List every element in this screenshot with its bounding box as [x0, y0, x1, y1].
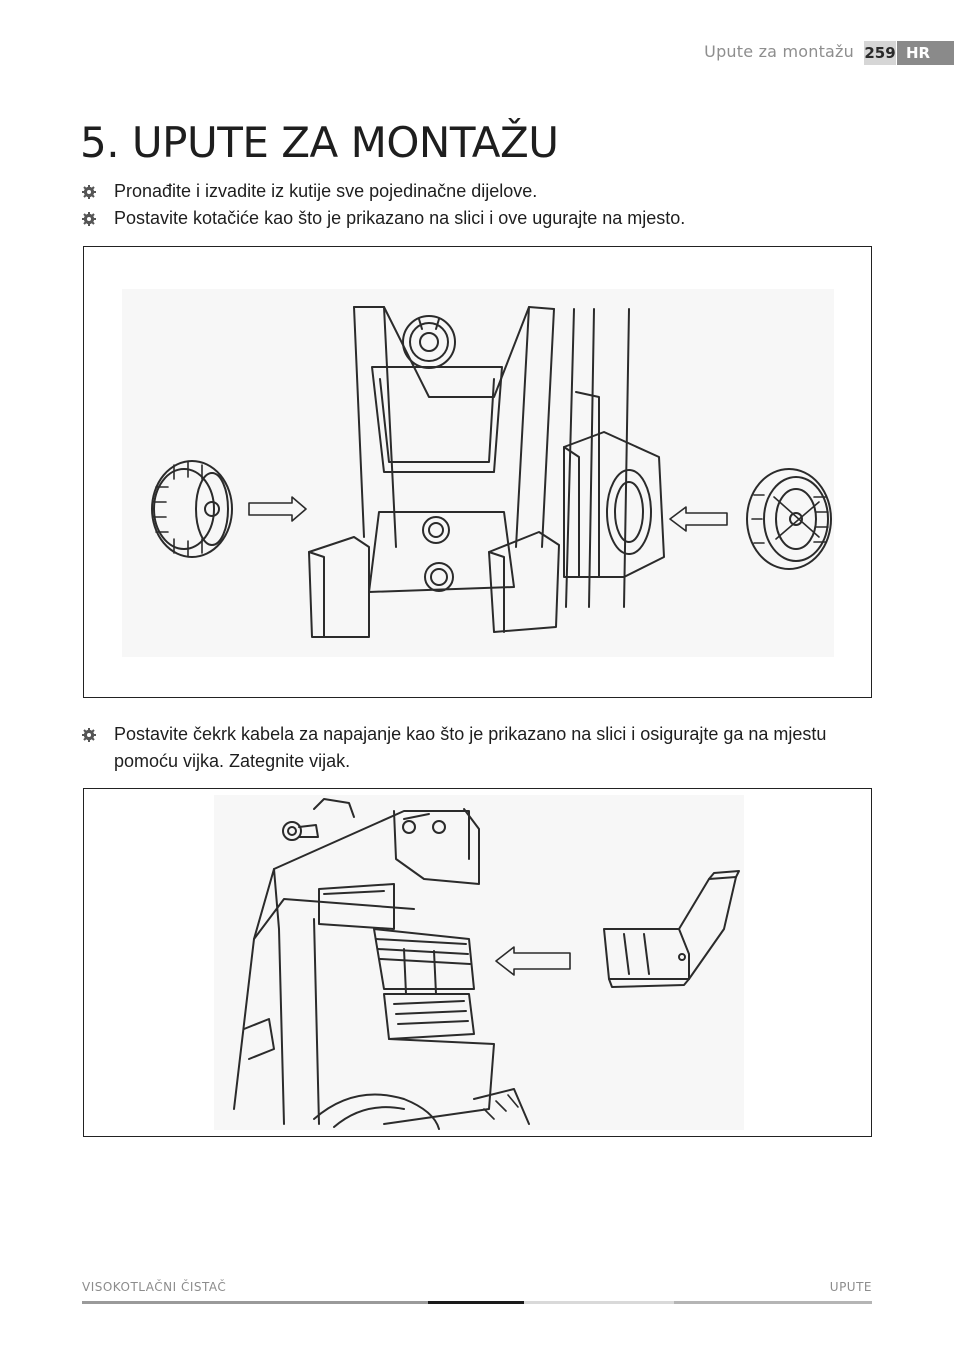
- footer-left-label: VISOKOTLAČNI ČISTAČ: [82, 1280, 227, 1294]
- footer-bar-segment-2: [428, 1301, 524, 1304]
- bullet-gear-icon: [82, 728, 96, 742]
- footer-bar-segment-4: [674, 1301, 872, 1304]
- bullet-item-3: [82, 721, 862, 775]
- figure-cable-reel-assembly: [83, 788, 872, 1137]
- figure-wheel-assembly: [83, 246, 872, 698]
- page-title: 5. UPUTE ZA MONTAŽU: [80, 118, 559, 167]
- bullet-item-1: [82, 178, 862, 205]
- bullet-gear-icon: [82, 212, 96, 226]
- header-language-badge: HR: [897, 41, 954, 65]
- bullet-text: Pronađite i izvadite iz kutije sve pojedinačne dijelove.: [114, 181, 538, 201]
- footer-bar-segment-1: [82, 1301, 428, 1304]
- header-section-label: Upute za montažu: [704, 42, 854, 61]
- wheel-assembly-illustration: [84, 247, 871, 697]
- bullet-gear-icon: [82, 185, 96, 199]
- bullet-text: Postavite čekrk kabela za napajanje kao što je prikazano na slici i osigurajte ga na mjestu pomoću vijka. Zategnite vijak.: [114, 724, 827, 771]
- footer-bar-segment-3: [524, 1301, 674, 1304]
- footer-right-label: UPUTE: [829, 1280, 872, 1294]
- cable-reel-illustration: [84, 789, 871, 1136]
- bullet-item-2: [82, 205, 862, 232]
- header-page-number: 259: [864, 41, 896, 65]
- bullet-text: Postavite kotačiće kao što je prikazano na slici i ove ugurajte na mjesto.: [114, 208, 686, 228]
